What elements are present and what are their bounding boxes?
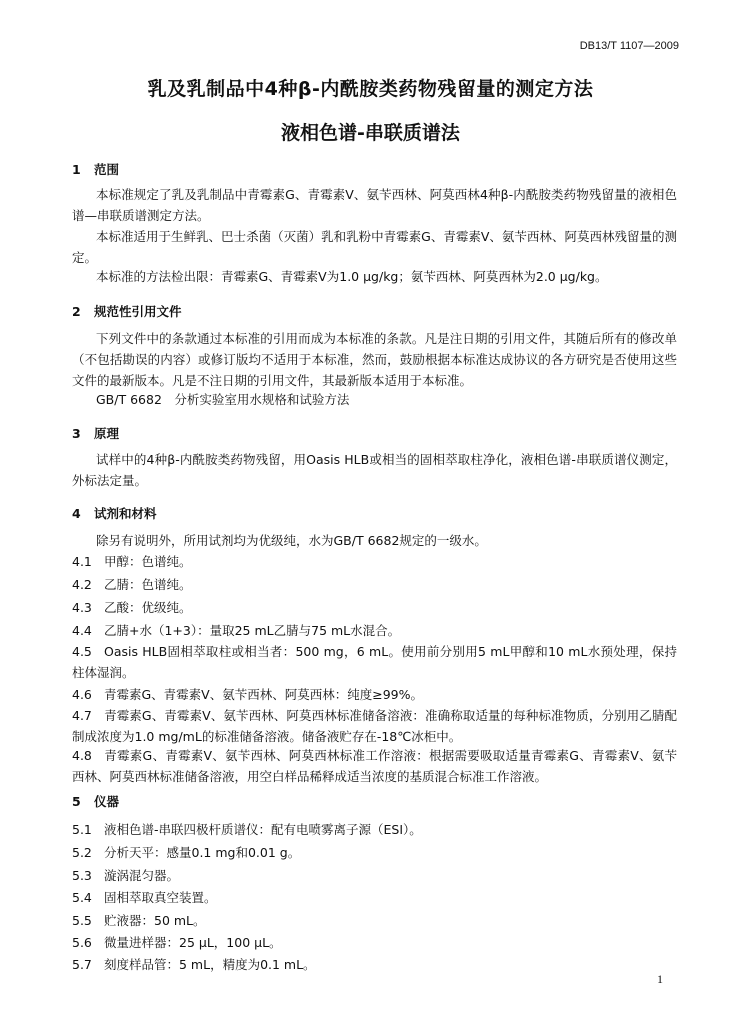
section-number: 2 [72,304,81,319]
list-item [72,911,206,929]
item-number: 5.1 [72,822,92,837]
section-5-heading [72,792,119,810]
item-text: 液相色谱-串联四极杆质谱仪：配有电喷雾离子源（ESI）。 [104,822,422,837]
item-number: 5.2 [72,845,92,860]
item-number: 4.6 [72,687,92,702]
item-number: 5.6 [72,935,92,950]
section-4-heading [72,504,157,522]
item-number: 5.4 [72,890,92,905]
list-item [72,641,677,683]
item-text: 甲醇：色谱纯。 [104,554,192,569]
list-item [72,955,316,973]
section-1-paragraph-2: 本标准适用于生鲜乳、巴士杀菌（灭菌）乳和乳粉中青霉素G、青霉素V、氨苄西林、阿莫西林残留量的测定。 [72,229,677,265]
section-number: 1 [72,162,81,177]
item-text: 乙腈：色谱纯。 [104,577,192,592]
item-text: 乙腈+水（1+3）：量取25 mL乙腈与75 mL水混合。 [104,623,401,638]
list-item [72,705,677,747]
section-2-heading [72,302,182,320]
standard-number: DB13/T 1107—2009 [579,40,679,52]
item-number: 5.7 [72,957,92,972]
item-text: 分析天平：感量0.1 mg和0.01 g。 [104,845,301,860]
document-title: 乳及乳制品中4种β-内酰胺类药物残留量的测定方法 [147,78,594,100]
list-item [72,620,677,641]
item-text: 刻度样品管：5 mL，精度为0.1 mL。 [104,957,316,972]
section-3-heading [72,424,119,442]
section-title: 规范性引用文件 [94,304,182,319]
page-number: 1 [657,972,663,986]
list-item [72,843,300,861]
item-text: 漩涡混匀器。 [104,868,180,883]
list-item [72,866,179,884]
section-1-paragraph-3: 本标准的方法检出限：青霉素G、青霉素V为1.0 μg/kg；氨苄西林、阿莫西林为2.0 μg/kg。 [96,269,608,284]
item-number: 4.3 [72,600,92,615]
section-number: 5 [72,794,81,809]
item-text: 青霉素G、青霉素V、氨苄西林、阿莫西林标准储备溶液：准确称取适量的每种标准物质，分别用乙腈配制成浓度为1.0 mg/mL的标准储备溶液。储备液贮存在-18℃冰柜中。 [72,708,677,744]
item-number: 4.5 [72,644,92,659]
list-item [72,597,677,618]
list-item [72,551,677,572]
item-text: 固相萃取真空装置。 [104,890,217,905]
section-title: 仪器 [94,794,120,809]
item-number: 4.2 [72,577,92,592]
section-1-paragraph-1: 本标准规定了乳及乳制品中青霉素G、青霉素V、氨苄西林、阿莫西林4种β-内酰胺类药物残留量的液相色谱—串联质谱测定方法。 [72,187,677,223]
section-title: 原理 [94,426,120,441]
item-text: 青霉素G、青霉素V、氨苄西林、阿莫西林：纯度≥99%。 [104,687,423,702]
item-number: 4.7 [72,708,92,723]
item-number: 4.4 [72,623,92,638]
item-text: 乙酸：优级纯。 [104,600,192,615]
item-text: 微量进样器：25 μL，100 μL。 [104,935,282,950]
list-item [72,888,217,906]
section-4-intro: 除另有说明外，所用试剂均为优级纯，水为GB/T 6682规定的一级水。 [96,533,487,548]
list-item [72,745,677,787]
list-item [72,684,677,705]
section-title: 试剂和材料 [94,506,157,521]
item-text: 贮液器：50 mL。 [104,913,206,928]
section-title: 范围 [94,162,120,177]
section-number: 4 [72,506,81,521]
section-number: 3 [72,426,81,441]
section-1-heading [72,160,119,178]
normative-reference: GB/T 6682 分析实验室用水规格和试验方法 [96,392,350,407]
section-3-paragraph-1: 试样中的4种β-内酰胺类药物残留，用Oasis HLB或相当的固相萃取柱净化，液相色谱-串联质谱仪测定，外标法定量。 [72,452,677,488]
list-item [72,933,282,951]
item-number: 5.3 [72,868,92,883]
item-number: 5.5 [72,913,92,928]
item-number: 4.8 [72,748,92,763]
list-item [72,820,422,838]
item-text: 青霉素G、青霉素V、氨苄西林、阿莫西林标准工作溶液：根据需要吸取适量青霉素G、青霉素V、氨苄西林、阿莫西林标准储备溶液，用空白样品稀释成适当浓度的基质混合标准工作溶液。 [72,748,677,784]
document-subtitle: 液相色谱-串联质谱法 [281,122,460,144]
list-item [72,574,677,595]
item-number: 4.1 [72,554,92,569]
item-text: Oasis HLB固相萃取柱或相当者：500 mg，6 mL。使用前分别用5 mL甲醇和10 mL水预处理，保持柱体湿润。 [72,644,677,680]
section-2-paragraph-1: 下列文件中的条款通过本标准的引用而成为本标准的条款。凡是注日期的引用文件，其随后所有的修改单（不包括勘误的内容）或修订版均不适用于本标准，然而，鼓励根据本标准达成协议的各方研究是否使用这些文件的最新版本。凡是不注日期的引用文件，其最新版本适用于本标准。 [72,331,677,388]
